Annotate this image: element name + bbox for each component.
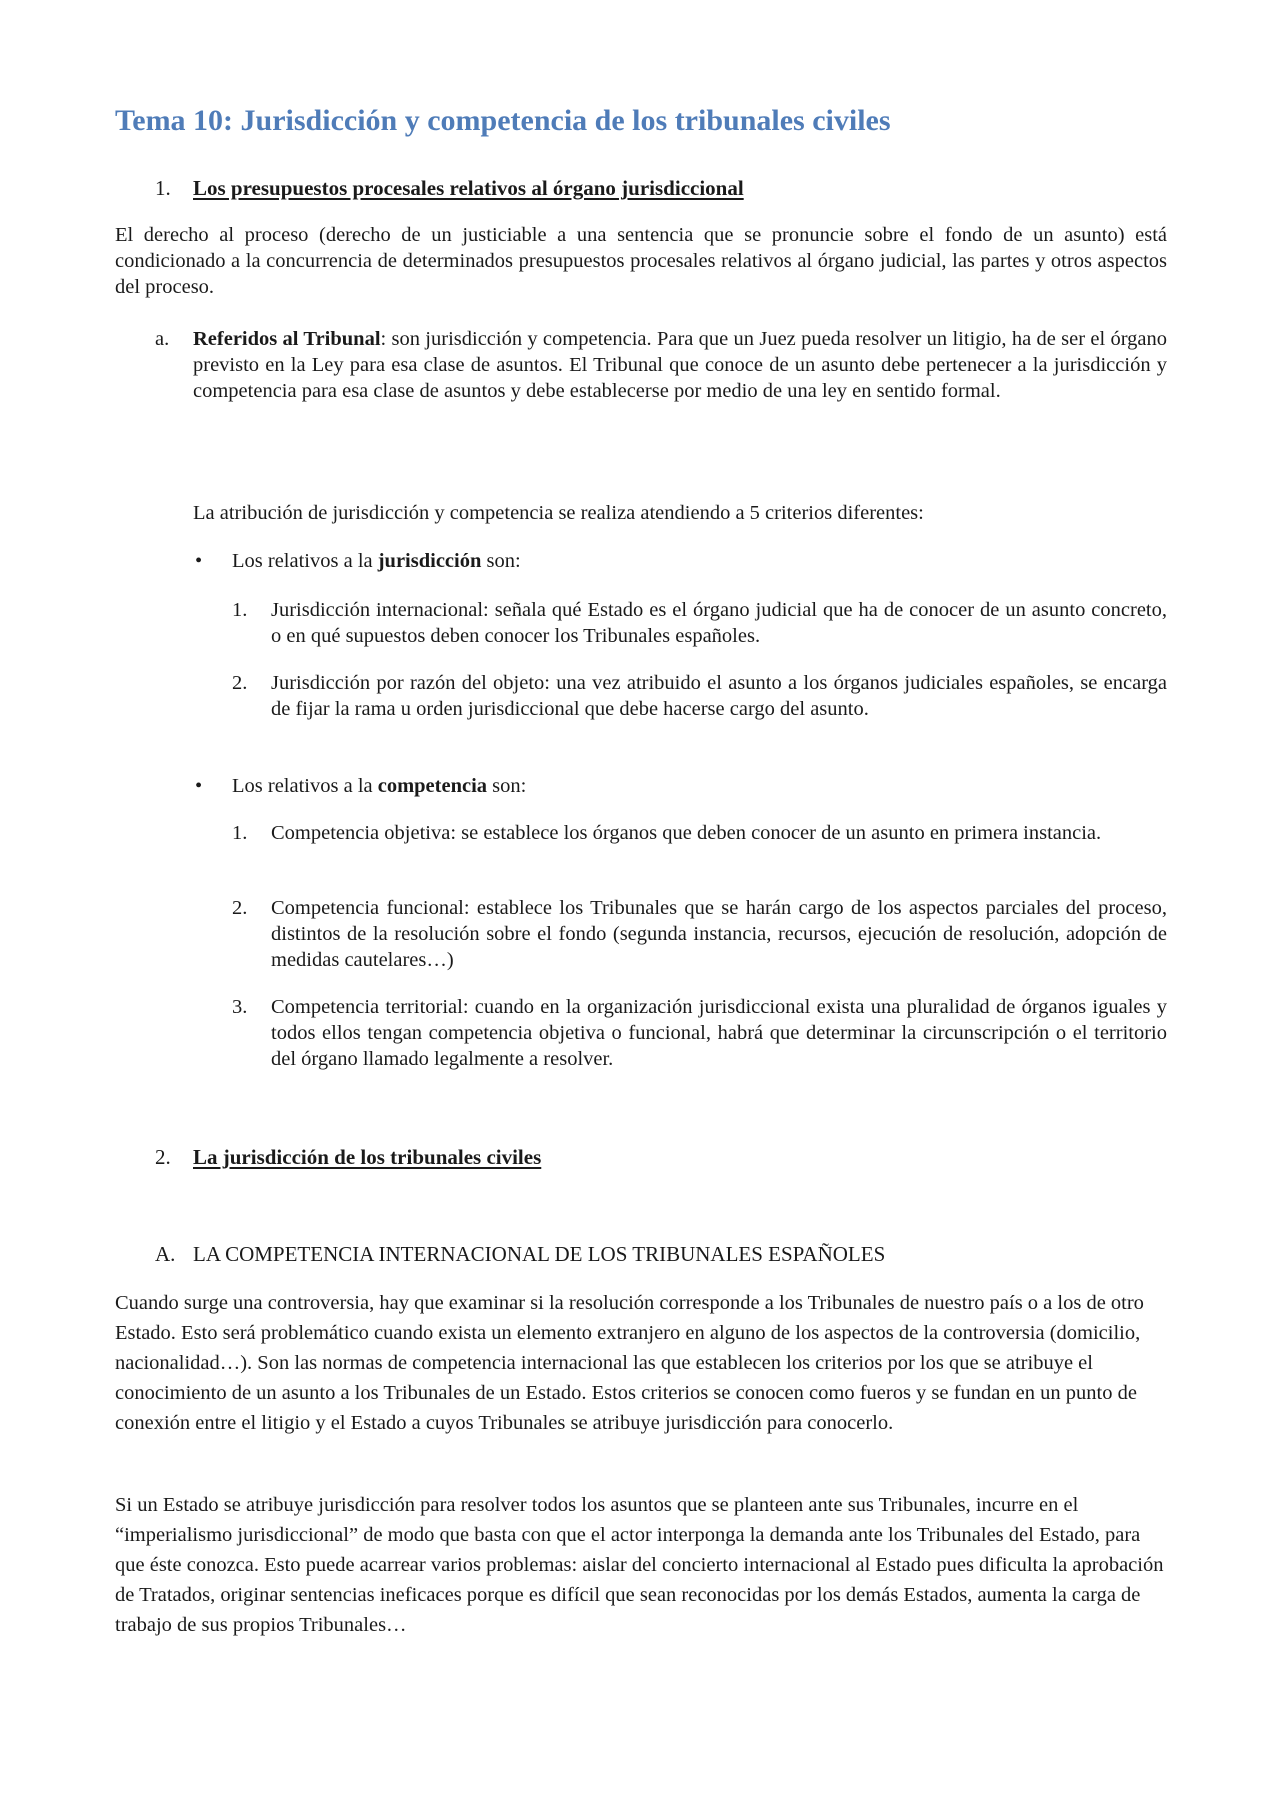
item-a-text bbox=[193, 326, 1167, 404]
section-2-paragraph-2: Si un Estado se atribuye jurisdicción para resolver todos los asuntos que se planteen ante sus Tribunales, incurre en el “imperialismo jurisdiccional” de modo que basta con que el actor interponga la demanda ante los Tribunales del Estado, para que éste conozca. Esto puede acarrear varios problemas: aislar del concierto internacional al Estado pues dificulta la aprobación de Tratados, originar sentencias ineficaces porque es difícil que sean reconocidas por los demás Estados, aumenta la carga de trabajo de sus propios Tribunales… bbox=[115, 1494, 1164, 1636]
comp-item-1-number: 1. bbox=[232, 822, 248, 844]
jur-item-1-text: Jurisdicción internacional: señala qué Estado es el órgano judicial que ha de conocer de un asunto concreto, o en qué supuestos deben conocer los Tribunales españoles. bbox=[271, 599, 1167, 647]
comp-item-2-number: 2. bbox=[232, 897, 248, 919]
section-2-paragraph-1: Cuando surge una controversia, hay que examinar si la resolución corresponde a los Tribunales de nuestro país o a los de otro Estado. Esto será problemático cuando exista un elemento extranjero en alguno de los aspectos de la controversia (domicilio, nacionalidad…). Son las normas de competencia internacional las que establecen los criterios por los que se atribuye el conocimiento de un asunto a los Tribunales de un Estado. Estos criterios se conocen como fueros y se fundan en un punto de conexión entre el litigio y el Estado a cuyos Tribunales se atribuye jurisdicción para conocerlo. bbox=[115, 1292, 1144, 1434]
document-title: Tema 10: Jurisdicción y competencia de los tribunales civiles bbox=[115, 104, 891, 137]
criteria-intro: La atribución de jurisdicción y competencia se realiza atendiendo a 5 criterios diferentes: bbox=[193, 502, 924, 524]
jur-item-2-number: 2. bbox=[232, 672, 248, 694]
comp-item-2-text: Competencia funcional: establece los Tribunales que se harán cargo de los aspectos parciales del proceso, distintos de la resolución sobre el fondo (segunda instancia, recursos, ejecución de resolución, adopción de medidas cautelares…) bbox=[271, 897, 1167, 971]
section-1-heading: Los presupuestos procesales relativos al órgano jurisdiccional bbox=[193, 176, 744, 200]
bullet-suffix: son: bbox=[487, 775, 527, 797]
jur-item-2-text: Jurisdicción por razón del objeto: una vez atribuido el asunto a los órganos judiciales españoles, se encarga de fijar la rama u orden jurisdiccional que debe hacerse cargo del asunto. bbox=[271, 672, 1167, 720]
bullet-competencia-text bbox=[232, 773, 1167, 799]
bullet-competencia: • bbox=[195, 775, 203, 797]
item-a-bold: Referidos al Tribunal bbox=[193, 328, 381, 350]
section-1-intro: El derecho al proceso (derecho de un justiciable a una sentencia que se pronuncie sobre el fondo de un asunto) está condicionado a la concurrencia de determinados presupuestos procesales relativos al órgano judicial, las partes y otros aspectos del proceso. bbox=[115, 224, 1167, 298]
bullet-jurisdiccion-text bbox=[232, 548, 1167, 574]
section-2-number: 2. bbox=[155, 1145, 171, 1169]
item-a-marker: a. bbox=[155, 328, 170, 350]
jur-item-1-number: 1. bbox=[232, 599, 248, 621]
bullet-bold: competencia bbox=[377, 775, 488, 797]
bullet-jurisdiccion: • bbox=[195, 550, 203, 572]
item-a-body: : son jurisdicción y competencia. Para que un Juez pueda resolver un litigio, ha de ser el órgano previsto en la Ley para esa clase de asuntos. El Tribunal que conoce de un asunto debe pertenecer a la jurisdicción y competencia para esa clase de asuntos y debe establecerse por medio de una ley en sentido formal. bbox=[193, 328, 1167, 402]
bullet-prefix: Los relativos a la bbox=[232, 550, 378, 572]
section-2-heading: La jurisdicción de los tribunales civiles bbox=[193, 1145, 542, 1169]
bullet-prefix: Los relativos a la bbox=[232, 775, 378, 797]
subsection-a-heading: LA COMPETENCIA INTERNACIONAL DE LOS TRIBUNALES ESPAÑOLES bbox=[193, 1242, 886, 1266]
bullet-suffix: son: bbox=[481, 550, 521, 572]
comp-item-3-number: 3. bbox=[232, 996, 248, 1018]
bullet-bold: jurisdicción bbox=[377, 550, 482, 572]
subsection-a-marker: A. bbox=[155, 1242, 176, 1266]
section-1-number: 1. bbox=[155, 176, 171, 200]
comp-item-3-text: Competencia territorial: cuando en la organización jurisdiccional exista una pluralidad de órganos iguales y todos ellos tengan competencia objetiva o funcional, habrá que determinar la circunscripción o el territorio del órgano llamado legalmente a resolver. bbox=[271, 996, 1167, 1070]
comp-item-1-text: Competencia objetiva: se establece los órganos que deben conocer de un asunto en primera instancia. bbox=[271, 822, 1102, 844]
